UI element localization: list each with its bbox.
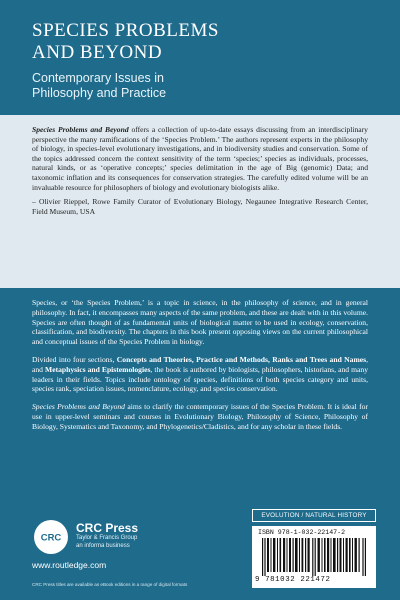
para2-sections: Concepts and Theories, Practice and Methods, Ranks and Trees and Names [116, 354, 367, 364]
crc-press-logo-icon [32, 518, 70, 556]
book-title-line1: SPECIES PROBLEMS [32, 20, 219, 41]
blurb-lead-title: Species Problems and Beyond [32, 125, 129, 134]
blurb-text [32, 125, 368, 192]
review-blurb [0, 115, 400, 288]
description [32, 298, 368, 440]
barcode-box [252, 526, 376, 588]
publisher-name: CRC Press [76, 521, 139, 535]
svg-text:CRC: CRC [40, 532, 62, 544]
isbn-text: ISBN 978-1-032-22147-2 [258, 529, 346, 536]
publisher-group: Taylor & Francis Group [76, 535, 138, 541]
para2-section-last: Metaphysics and Epistemologies [45, 364, 151, 374]
book-subtitle-line1: Contemporary Issues in [32, 71, 165, 85]
publisher-website[interactable]: www.routledge.com [32, 560, 107, 570]
para2-text-a: Divided into four sections, [32, 354, 117, 364]
barcode-icon [262, 538, 366, 576]
description-paragraph-3 [32, 402, 368, 431]
publisher-logo [32, 518, 192, 566]
ebook-footnote: CRC Press titles are available as eBook editions in a range of digital formats [32, 582, 188, 587]
book-subtitle-line2: Philosophy and Practice [32, 86, 167, 100]
book-title [32, 20, 372, 64]
blurb-body: offers a collection of up-to-date essays discussing from an interdisciplinary perspective the many ramifications of the ‘Species Problem.’ The authors represent experts in the philosophy of biology, in species-level evolutionary investigations, and in biodiversity studies and conservation. Some of the topics addressed concern the context sensitivity of the term ‘species;’ species as individuals, processes, natural kinds, or as ‘operative concepts;’ species delimitation in the age of Big (genomic) Data; and taxonomic inflation and its consequences for conservation strategies. The carefully edited volume will be an invaluable resource for philosophers of biology and evolutionary biologists alike. [32, 125, 368, 192]
para2-text-c: , and [32, 354, 369, 374]
book-subtitle [32, 71, 372, 101]
para3-title: Species Problems and Beyond [32, 402, 125, 412]
publisher-business: an informa business [76, 542, 130, 549]
para3-text: aims to clarify the contemporary issues of the Species Problem. It is ideal for use in upper-level seminars and courses in Evolutionary Biology, Philosophy of Science, Philosophy of Biology, Systematics and Taxonomy, and Phylogenetics/Cladistics, and for any scholar in these fields. [32, 402, 368, 431]
barcode-digits: 9 781032 221472 [255, 576, 331, 584]
title-block [32, 20, 372, 101]
para2-text-e: , the book is authored by biologists, philosophers, historians, and many leaders in their fields. Topics include ontology of species, definitions of both species category and units, species rank, speciation issues, nomenclature, ecology, and species conservation. [32, 364, 368, 394]
description-paragraph-1: Species, or ‘the Species Problem,’ is a topic in science, in the philosophy of science, and in general philosophy. In fact, it encompasses many aspects of the same problem, and these are dealt with in this volume. Species are often thought of as fundamental units of biological matter to be used in ecology, conservation, classification, and biodiversity. The chapters in this book present opposing views on the current philosophical and conceptual issues of the Species Problem in biology. [32, 298, 368, 347]
blurb-attribution: – Olivier Rieppel, Rowe Family Curator of Evolutionary Biology, Negaunee Integrative Research Center, Field Museum, USA [32, 197, 368, 216]
category-label: EVOLUTION / NATURAL HISTORY [252, 509, 376, 522]
book-title-line2: AND BEYOND [32, 42, 163, 63]
description-paragraph-2 [32, 355, 368, 394]
